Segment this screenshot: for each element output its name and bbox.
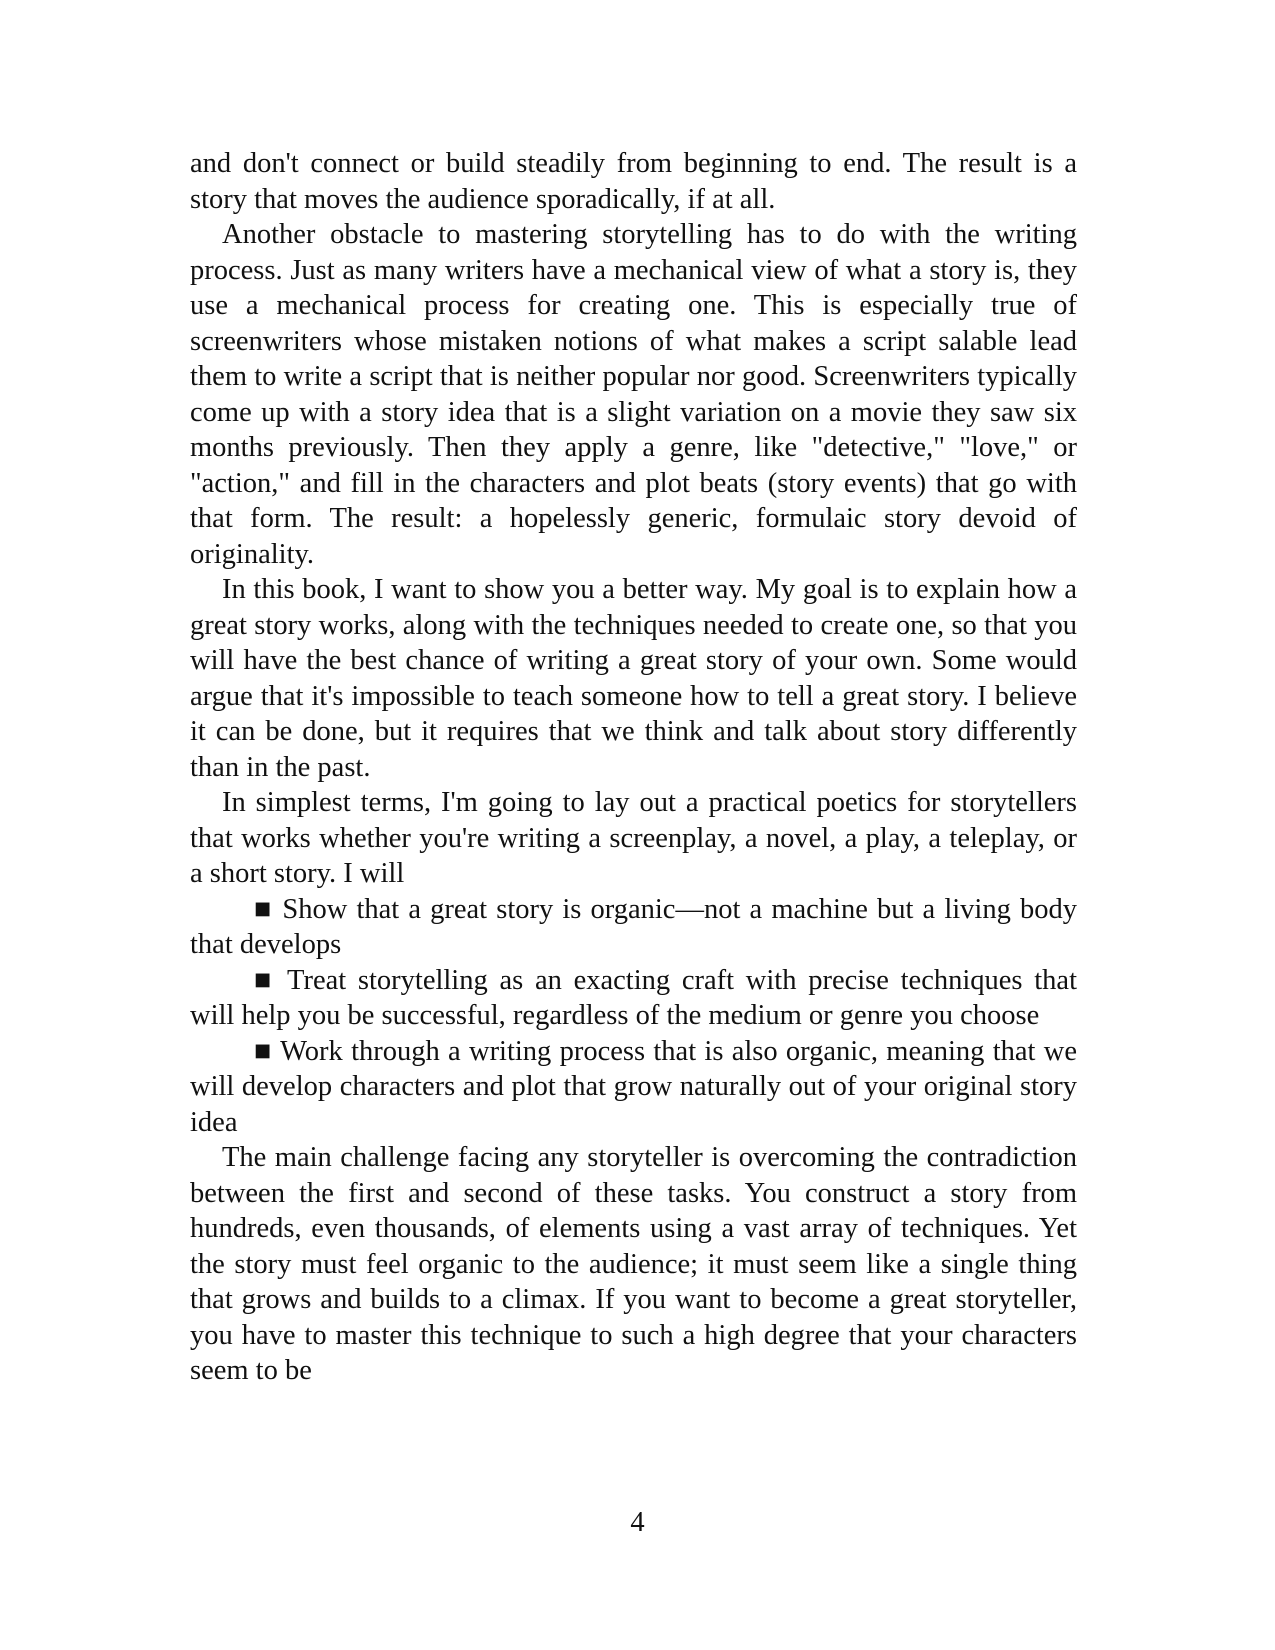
bullet-item-process: ■ Work through a writing process that is also organic, meaning that we will develop characters and plot that grow naturally out of your original story idea [190,1035,1077,1138]
paragraph-writing-process: Another obstacle to mastering storytelling has to do with the writing process. Just as many writers have a mechanical view of what a story is, they use a mechanical process for creating one. This is especially true of screenwriters whose mistaken notions of what makes a script salable lead them to write a script that is neither popular nor good. Screenwriters typically come up with a story idea that is a slight variation on a movie they saw six months previously. Then they apply a genre, like "detective," "love," or "action," and fill in the characters and plot beats (story events) that go with that form. The result: a hopelessly generic, formulaic story devoid of originality. [190,219,1077,570]
page-number: 4 [630,1507,645,1538]
paragraph-main-challenge: The main challenge facing any storyteller is overcoming the contradiction between the first and second of these tasks. You construct a story from hundreds, even thousands, of elements using a vast array of techniques. Yet the story must feel organic to the audience; it must seem like a single thing that grows and builds to a climax. If you want to become a great storyteller, you have to master this technique to such a high degree that your characters seem to be [190,1142,1077,1386]
paragraph-better-way: In this book, I want to show you a better way. My goal is to explain how a great story works, along with the techniques needed to create one, so that you will have the best chance of writing a great story of your own. Some would argue that it's impossible to teach someone how to tell a great story. I believe it can be done, but it requires that we think and talk about story differently than in the past. [190,574,1077,783]
bullet-item-organic: ■ Show that a great story is organic—not a machine but a living body that develops [190,893,1077,960]
bullet-item-craft: ■ Treat storytelling as an exacting craft with precise techniques that will help you be successful, regardless of the medium or genre you choose [190,964,1077,1031]
body-text [190,146,1077,1389]
paragraph-continuation: and don't connect or build steadily from beginning to end. The result is a story that moves the audience sporadically, if at all. [190,148,1077,215]
paragraph-practical-poetics: In simplest terms, I'm going to lay out a practical poetics for storytellers that works whether you're writing a screenplay, a novel, a play, a teleplay, or a short story. I will [190,787,1077,889]
